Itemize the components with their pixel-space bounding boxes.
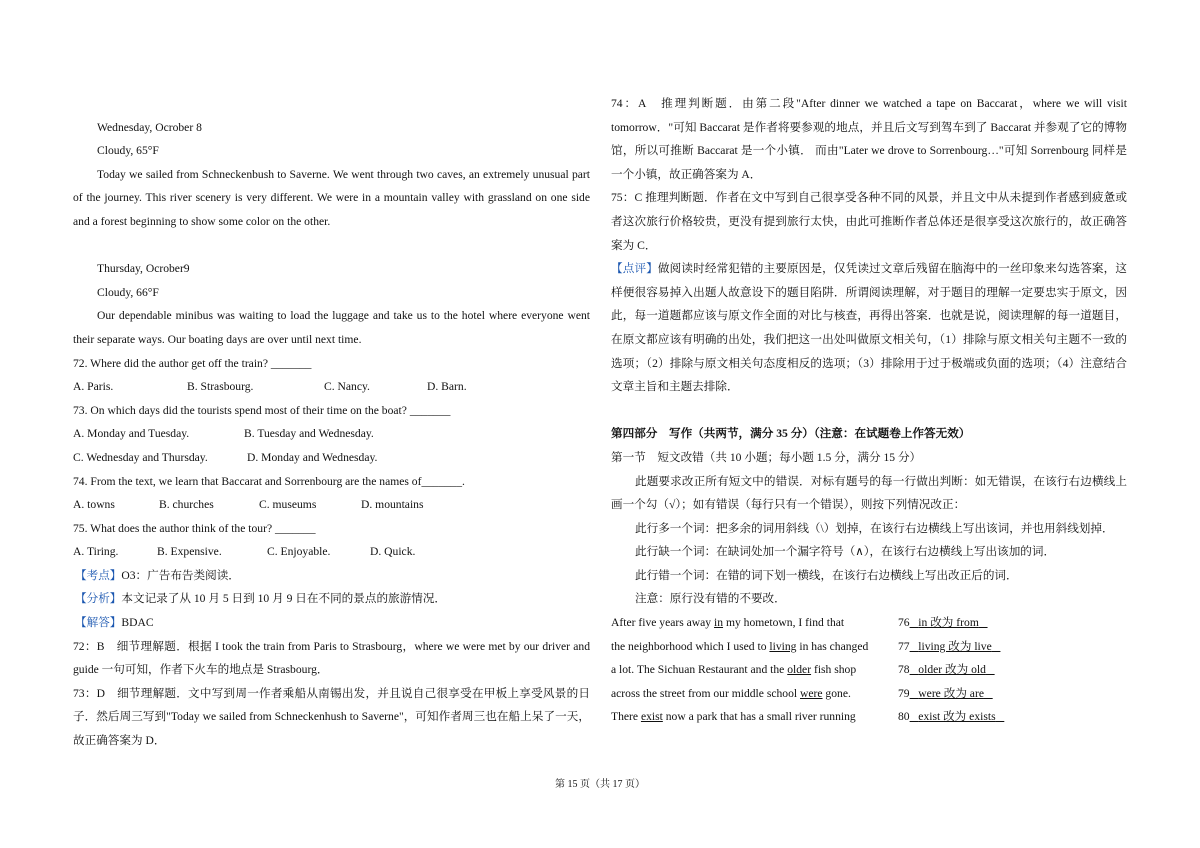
line-text: my hometown, I find that [723, 616, 845, 630]
proofreading-line [611, 635, 1127, 659]
proofreading-line [611, 705, 1127, 729]
line-text: a lot. The Sichuan Restaurant and the [611, 663, 788, 677]
line-error-word: living [769, 639, 797, 653]
diary2-weather: Cloudy, 66°F [97, 285, 159, 299]
line-text: fish shop [811, 663, 857, 677]
line-text: gone. [822, 686, 851, 700]
fenxi-tag: 【分析】 [75, 592, 122, 606]
question-73: 73. On which days did the tourists spend most of their time on the boat? _______ [73, 403, 451, 417]
jieda [73, 611, 590, 635]
line-text: After five years away [611, 616, 715, 630]
line-error-word: exist [640, 710, 663, 724]
option: A. Tiring. [73, 545, 119, 559]
line-number: 80 [898, 710, 910, 724]
answer-blank [910, 616, 988, 629]
answer-74: 74：A 推理判断题．由第二段"After dinner we watched a tape on Baccarat，where we will visit tomorrow．"可知 Baccarat 是作者将要参观的地点，并且后文写到驾车到了 Baccarat 并参观了它的博物馆，所以可推断 Baccarat 是一个小镇． 而由"Later we drove to Sorrenbourg…"可知 Sorrenbourg 同样是一个小镇，故正确答案为 A． [611, 97, 1127, 181]
answer-73: 73：D 细节理解题．文中写到周一作者乘船从南锡出发，并且说自己很享受在甲板上享受风景的日子．然后周三写到"Today we sailed from Schneckenhush to Saverne"，可知作者周三也在船上呆了一天，故正确答案为 D． [73, 686, 590, 748]
part4-title: 第四部分 写作（共两节，满分 35 分）（注意：在试题卷上作答无效） [611, 427, 971, 441]
option: C. Nancy. [324, 380, 370, 394]
option: B. Tuesday and Wednesday. [244, 427, 374, 441]
question-73-options-row2 [73, 446, 590, 470]
line-answer: were 改为 are [918, 686, 984, 700]
line-number: 76 [898, 616, 910, 630]
question-73-options-row1 [73, 422, 590, 446]
line-number: 78 [898, 663, 910, 677]
dianping-text: 做阅读时经常犯错的主要原因是，仅凭读过文章后残留在脑海中的一丝印象来勾选答案，这样便很容易掉入出题人故意设下的题目陷阱．所谓阅读理解，对于题目的理解一定要忠实于原文，因此，每一道题都应该与原文作全面的对比与核查，再得出答案．也就是说，阅读理解的每一道题目，在原文都应该有明确的出处，我们把这一出处叫做原文相关句，（1）排除与原文相关句主题不一致的选项；（2）排除与原文相关句态度相反的选项；（3）排除用于过于极端或负面的选项；（4）注意结合文章主旨和主题去排除． [611, 262, 1127, 394]
diary2-text: Our dependable minibus was waiting to load the luggage and take us to the hotel where everyone went their separate ways. Our boating days are over until next time. [73, 309, 590, 346]
instruction-5: 注意：原行没有错的不要改． [635, 592, 786, 606]
line-text: in has changed [796, 639, 869, 653]
line-answer: exist 改为 exists [918, 710, 996, 724]
option: A. Monday and Tuesday. [73, 427, 190, 441]
instruction-4: 此行错一个词：在错的词下划一横线，在该行右边横线上写出改正后的词． [635, 568, 1018, 582]
dianping [611, 257, 1127, 399]
option: B. churches [159, 498, 214, 512]
diary2-date: Thursday, Ocrober9 [97, 262, 190, 276]
line-number: 77 [898, 639, 910, 653]
answer-72: 72：B 细节理解题．根据 I took the train from Paris to Strasbourg，where we were met by our driver and guide 一句可知，作者下火车的地点是 Strasbourg． [73, 639, 590, 677]
dianping-tag: 【点评】 [611, 262, 658, 276]
option: C. museums [259, 498, 317, 512]
option: A. towns [73, 498, 115, 512]
proofreading-line [611, 658, 1127, 682]
option: A. Paris. [73, 380, 114, 394]
option: D. Monday and Wednesday. [247, 450, 378, 464]
question-74-options [73, 493, 590, 517]
instruction-3: 此行缺一个词：在缺词处加一个漏字符号（∧），在该行右边横线上写出该加的词． [635, 545, 1056, 559]
jieda-text: BDAC [121, 616, 154, 630]
answer-blank [910, 663, 995, 676]
line-error-word: in [714, 616, 724, 630]
question-75: 75. What does the author think of the tour? _______ [73, 521, 316, 535]
line-text: across the street from our middle school [611, 686, 800, 700]
question-72: 72. Where did the author get off the train? _______ [73, 356, 312, 370]
question-74: 74. From the text, we learn that Baccarat and Sorrenbourg are the names of_______. [73, 474, 465, 488]
line-answer: living 改为 live [918, 639, 992, 653]
line-number: 79 [898, 686, 910, 700]
question-75-options [73, 540, 590, 564]
question-72-options [73, 375, 590, 399]
left-column [73, 92, 590, 753]
fenxi [73, 587, 590, 611]
instruction-1: 此题要求改正所有短文中的错误．对标有题号的每一行做出判断：如无错误，在该行右边横线上画一个勾（√）；如有错误（每行只有一个错误），则按下列情况改正： [611, 474, 1127, 512]
diary1-weather: Cloudy, 65°F [97, 144, 159, 158]
diary1-date: Wednesday, Ocrober 8 [97, 120, 202, 134]
option: D. Quick. [370, 545, 416, 559]
line-error-word: older [787, 663, 812, 677]
kaodian [73, 564, 590, 588]
answer-75: 75：C 推理判断题．作者在文中写到自己很享受各种不同的风景，并且文中从未提到作者感到疲惫或者这次旅行价格较贵，更没有提到旅行太快，由此可推断作者总体还是很享受这次旅行的，故正确答案为 C． [611, 191, 1127, 252]
fenxi-text: 本文记录了从 10 月 5 日到 10 月 9 日在不同的景点的旅游情况． [121, 592, 447, 606]
proofreading-line [611, 682, 1127, 706]
instruction-2: 此行多一个词：把多余的词用斜线（\）划掉，在该行右边横线上写出该词，并也用斜线划掉． [635, 521, 1114, 535]
option: D. Barn. [427, 380, 467, 394]
page-footer: 第 15 页（共 17 页） [555, 779, 645, 790]
line-text: the neighborhood which I used to [611, 639, 770, 653]
answer-blank [910, 687, 993, 700]
kaodian-text: O3：广告布告类阅读． [121, 568, 240, 582]
answer-blank [910, 640, 1001, 653]
line-error-word: were [800, 686, 823, 700]
section1-title: 第一节 短文改错（共 10 小题；每小题 1.5 分，满分 15 分） [611, 450, 922, 464]
option: B. Expensive. [157, 545, 222, 559]
right-column [611, 92, 1127, 729]
proofreading-line [611, 611, 1127, 635]
kaodian-tag: 【考点】 [75, 568, 122, 582]
option: C. Enjoyable. [267, 545, 331, 559]
jieda-tag: 【解答】 [75, 616, 122, 630]
line-answer: older 改为 old [918, 663, 986, 677]
line-text: now a park that has a small river running [662, 710, 856, 724]
option: C. Wednesday and Thursday. [73, 450, 208, 464]
option: B. Strasbourg. [187, 380, 254, 394]
diary1-text: Today we sailed from Schneckenbush to Saverne. We went through two caves, an extremely unusual part of the journey. This river scenery is very different. We were in a mountain valley with grassland on one side and a forest beginning to show some color on the other. [73, 167, 590, 228]
option: D. mountains [361, 498, 424, 512]
line-text: There [611, 710, 641, 724]
line-answer: in 改为 from [918, 616, 979, 630]
answer-blank [910, 710, 1005, 723]
